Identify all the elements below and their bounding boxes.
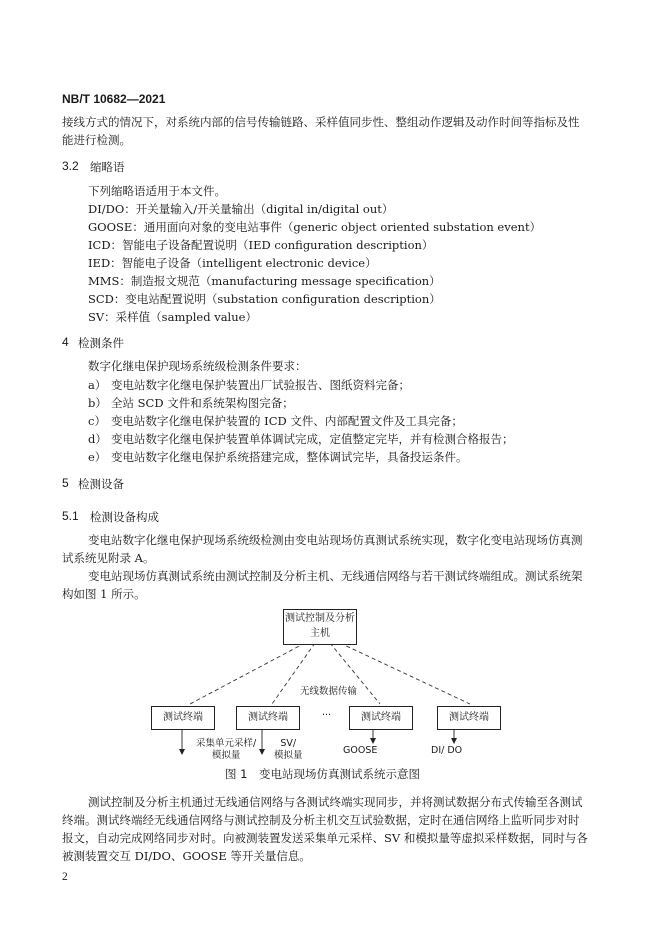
condition-mark: a） <box>88 378 107 392</box>
figure-caption: 变电站现场仿真测试系统示意图 <box>259 767 420 781</box>
output-label-sv-line-2: 模拟量 <box>274 750 303 761</box>
section-4-title: 检测条件 <box>78 336 124 350</box>
wireless-label: 无线数据传输 <box>300 686 358 697</box>
section-3-2-lead: 下列缩略语适用于本文件。 <box>88 184 226 198</box>
abbrev-item: IED：智能电子设备（intelligent electronic device） <box>88 256 377 270</box>
output-label-sv-line-1: SV/ <box>280 738 297 749</box>
abbrev-item: ICD：智能电子设备配置说明（IED configuration description） <box>88 238 434 252</box>
section-5-title: 检测设备 <box>78 477 124 491</box>
abbrev-item: SV：采样值（sampled value） <box>88 310 257 324</box>
test-control-host-box <box>283 609 357 645</box>
abbrev-item: MMS：制造报文规范（manufacturing message specification） <box>88 274 441 288</box>
output-label-sv <box>274 738 303 762</box>
section-5-1-title: 检测设备构成 <box>90 510 159 524</box>
output-label-sampling <box>196 738 256 762</box>
para-5-1-line: 构如图 1 所示。 <box>62 587 146 601</box>
condition-text: 变电站数字化继电保护装置单体调试完成，定值整定完毕，并有检测合格报告； <box>111 432 514 446</box>
output-label-goose: GOOSE <box>343 745 378 756</box>
para-5-1-line: 变电站现场仿真测试系统由测试控制及分析主机、无线通信网络与若干测试终端组成。测试系统架 <box>88 569 583 583</box>
section-3-2-number: 3.2 <box>62 159 79 173</box>
condition-text: 变电站数字化继电保护装置出厂试验报告、图纸资料完备； <box>111 378 410 392</box>
terminal-ellipsis: ··· <box>322 710 332 721</box>
closing-line: 报文，自动完成网络同步对时。向被测装置发送采集单元采样、SV 和模拟量等虚拟采样数据，同时与各 <box>62 831 588 845</box>
output-label-sampling-line-2: 模拟量 <box>211 750 241 761</box>
test-terminal-box: 测试终端 <box>437 706 501 730</box>
wireless-link <box>190 643 305 704</box>
section-5-1-number: 5.1 <box>62 509 79 523</box>
condition-mark: e） <box>88 450 107 464</box>
host-label-line-2: 主机 <box>310 628 330 639</box>
arrowhead-icon <box>370 738 376 744</box>
arrowhead-icon <box>179 749 185 755</box>
section-4-number: 4 <box>62 335 69 349</box>
para-5-1-line: 试系统见附录 A。 <box>62 551 155 565</box>
abbrev-item: DI/DO：开关量输入/开关量输出（digital in/digital out） <box>88 202 394 216</box>
condition-mark: d） <box>88 432 107 446</box>
condition-text: 变电站数字化继电保护系统搭建完成，整体调试完毕，具备投运条件。 <box>111 450 468 464</box>
test-terminal-box: 测试终端 <box>349 706 413 730</box>
section-4-lead: 数字化继电保护现场系统级检测条件要求： <box>88 359 307 373</box>
host-label-line-1: 测试控制及分析 <box>285 613 355 624</box>
condition-mark: c） <box>88 414 106 428</box>
page-number: 2 <box>62 871 68 883</box>
condition-text: 全站 SCD 文件和系统架构图完备； <box>111 396 294 410</box>
output-label-dido: DI/ DO <box>431 745 463 756</box>
arrowhead-icon <box>259 749 265 755</box>
closing-line: 被测装置交互 DI/DO、GOOSE 等开关量信息。 <box>62 849 311 863</box>
condition-text: 变电站数字化继电保护装置的 ICD 文件、内部配置文件及工具完备； <box>111 414 463 428</box>
closing-line: 终端。测试终端经无线通信网络与测试控制及分析主机交互试验数据，定时在通信网络上监听同步对时 <box>62 813 580 827</box>
arrowhead-icon <box>451 738 457 744</box>
para-5-1-line: 变电站数字化继电保护现场系统级检测由变电站现场仿真测试系统实现，数字化变电站现场仿真测 <box>88 533 583 547</box>
standard-number: NB/T 10682—2021 <box>62 92 166 106</box>
section-5-number: 5 <box>62 476 69 490</box>
abbrev-item: GOOSE：通用面向对象的变电站事件（generic object oriented substation event） <box>88 220 542 234</box>
condition-mark: b） <box>88 396 107 410</box>
section-3-2-title: 缩略语 <box>90 160 125 174</box>
output-label-sampling-line-1: 采集单元采样/ <box>196 738 257 749</box>
figure-caption-number: 图 1 <box>225 767 248 781</box>
intro-line-1: 接线方式的情况下，对系统内部的信号传输链路、采样值同步性、整组动作逻辑及动作时间等指标及性 <box>62 115 580 129</box>
wireless-link <box>340 643 470 704</box>
abbrev-item: SCD：变电站配置说明（substation configuration description） <box>88 292 441 306</box>
intro-line-2: 能进行检测。 <box>62 133 131 147</box>
test-terminal-box: 测试终端 <box>151 706 215 730</box>
test-terminal-box: 测试终端 <box>236 706 300 730</box>
closing-line: 测试控制及分析主机通过无线通信网络与各测试终端实现同步，并将测试数据分布式传输至各测试 <box>88 795 583 809</box>
